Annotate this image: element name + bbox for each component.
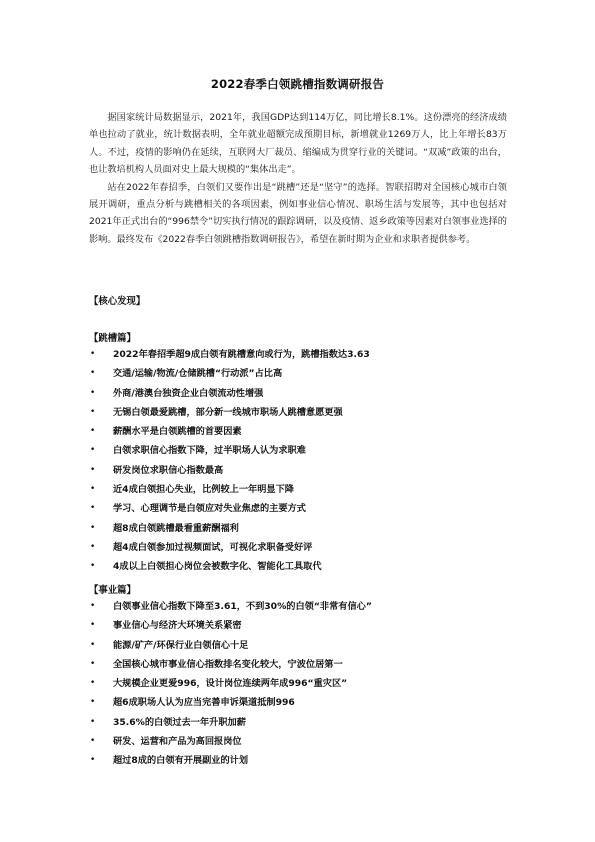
- bullet-icon: •: [90, 387, 96, 398]
- bullet-icon: •: [90, 658, 96, 669]
- bullet-icon: •: [90, 484, 96, 495]
- list-item: • 超过8成的白领有开展副业的计划: [89, 751, 509, 770]
- bullet-icon: •: [90, 541, 96, 552]
- bullet-icon: •: [90, 464, 96, 475]
- bullet-icon: •: [90, 406, 96, 417]
- job-hopping-heading: 【跳槽篇】: [89, 333, 136, 344]
- bullet-icon: •: [90, 561, 96, 572]
- list-item: • 超4成白领参加过视频面试，可视化求职备受好评: [89, 538, 509, 557]
- list-item: • 事业信心与经济大环境关系紧密: [89, 616, 509, 635]
- list-item: • 无锡白领最爱跳槽，部分新一线城市职场人跳槽意愿更强: [89, 403, 509, 422]
- bullet-icon: •: [90, 620, 96, 631]
- list-item: • 超6成职场人认为应当完善申诉渠道抵制996: [89, 693, 509, 712]
- bullet-icon: •: [90, 522, 96, 533]
- bullet-icon: •: [90, 639, 96, 650]
- list-item: • 研发岗位求职信心指数最高: [89, 461, 509, 480]
- intro-paragraph-1: 据国家统计局数据显示，2021年，我国GDP达到114万亿，同比增长8.1%。这份漂亮的经济成绩单也拉动了就业，统计数据表明，全年就业超额完成预期目标，新增就业1269万人，比上年增长83万人。不过，疫情的影响仍在延续，互联网大厂裁员、缩编成为贯穿行业的关键词。“双减”政策的出台，也让教培机构人员面对史上最大规模的“集体出走”。: [89, 112, 507, 176]
- bullet-icon: •: [90, 426, 96, 437]
- bullet-icon: •: [90, 349, 96, 359]
- list-item: • 白领求职信心指数下降，过半职场人认为求职难: [89, 441, 509, 460]
- list-item: • 35.6%的白领过去一年升职加薪: [89, 713, 509, 732]
- list-item: • 4成以上白领担心岗位会被数字化、智能化工具取代: [89, 557, 509, 576]
- bullet-icon: •: [90, 368, 96, 379]
- list-item: • 超8成白领跳槽最看重薪酬福利: [89, 519, 509, 538]
- bullet-icon: •: [90, 601, 96, 611]
- bullet-icon: •: [90, 678, 96, 689]
- core-findings-heading: 【核心发现】: [89, 296, 146, 307]
- bullet-icon: •: [90, 445, 96, 456]
- list-item: • 近4成白领担心失业，比例较上一年明显下降: [89, 480, 509, 499]
- career-heading: 【事业篇】: [89, 585, 136, 596]
- intro-section: [89, 109, 507, 248]
- bullet-icon: •: [90, 755, 96, 766]
- list-item: • 白领事业信心指数下降至3.61，不到30%的白领“非常有信心”: [89, 597, 509, 616]
- job-hopping-list: [89, 345, 509, 577]
- intro-paragraph-2: 站在2022年春招季，白领们又要作出是“跳槽”还是“坚守”的选择。智联招聘对全国核心城市白领展开调研，重点分析与跳槽相关的各项因素，例如事业信心情况、职场生活与发展等，其中也包括对2021年正式出台的“996禁令”切实执行情况的跟踪调研，以及疫情、返乡政策等因素对白领事业选择的影响。最终发布《2022春季白领跳槽指数调研报告》，希望在新时期为企业和求职者提供参考。: [89, 181, 507, 245]
- bullet-icon: •: [90, 716, 96, 727]
- list-item: • 大规模企业更爱996，设计岗位连续两年成996“重灾区”: [89, 674, 509, 693]
- list-item: • 研发、运营和产品为高回报岗位: [89, 732, 509, 751]
- list-item: • 全国核心城市事业信心指数排名变化较大，宁波位居第一: [89, 655, 509, 674]
- list-item: • 2022年春招季超9成白领有跳槽意向或行为，跳槽指数达3.63: [89, 345, 509, 364]
- bullet-icon: •: [90, 697, 96, 708]
- list-item: • 外商/港澳台独资企业白领流动性增强: [89, 384, 509, 403]
- list-item: • 薪酬水平是白领跳槽的首要因素: [89, 422, 509, 441]
- bullet-icon: •: [90, 503, 96, 514]
- list-item: • 交通/运输/物流/仓储跳槽“行动派”占比高: [89, 364, 509, 383]
- bullet-icon: •: [90, 736, 96, 747]
- career-list: [89, 597, 509, 771]
- list-item: • 学习、心理调节是白领应对失业焦虑的主要方式: [89, 499, 509, 518]
- report-title: 2022春季白领跳槽指数调研报告: [210, 77, 385, 91]
- list-item: • 能源/矿产/环保行业白领信心十足: [89, 636, 509, 655]
